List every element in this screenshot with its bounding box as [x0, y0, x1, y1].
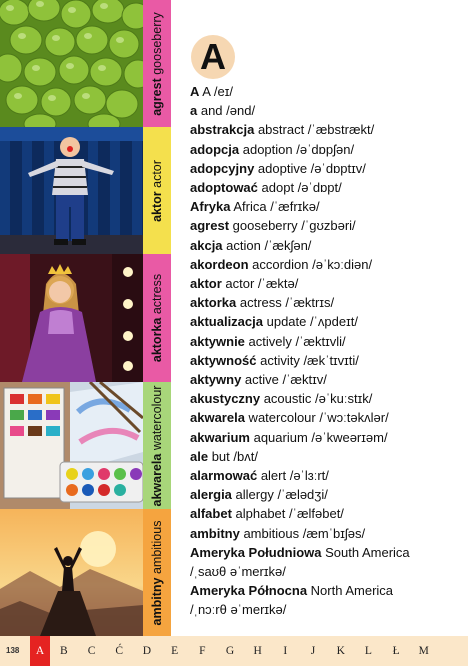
index-letter[interactable]: B — [60, 645, 68, 657]
entry-headword: akordeon — [190, 256, 249, 272]
alphabet-index-footer — [0, 636, 468, 666]
actor-photo — [0, 127, 143, 254]
entry-translation: activity /ækˈtɪvɪti/ — [256, 352, 359, 368]
entry-translation: abstract /ˈæbstrækt/ — [254, 122, 375, 138]
entry-headword: Ameryka Północna — [190, 583, 308, 599]
dictionary-entry — [190, 140, 462, 159]
entry-translation: aquarium /əˈkweərɪəm/ — [249, 429, 388, 445]
side-label-ambitious — [143, 509, 171, 636]
entry-translation: ambitious /æmˈbɪʃəs/ — [239, 525, 366, 541]
index-letter[interactable]: F — [199, 645, 206, 657]
entry-translation: active /ˈæktɪv/ — [241, 372, 327, 388]
section-letter-badge — [191, 35, 235, 79]
entry-headword: aktywnie — [190, 333, 245, 349]
entry-headword: aktor — [190, 276, 222, 292]
entry-headword: adopcyjny — [190, 160, 255, 176]
entry-translation: acoustic /əˈkuːstɪk/ — [260, 391, 373, 407]
dictionary-entry-continuation — [190, 600, 462, 619]
entry-translation: South America — [321, 544, 410, 560]
dictionary-entry — [190, 120, 462, 139]
dictionary-entry — [190, 524, 462, 543]
side-label-polish: aktor — [150, 190, 164, 222]
entry-headword: alergia — [190, 487, 232, 503]
dictionary-entry — [190, 197, 462, 216]
side-label-polish: ambitny — [150, 577, 164, 625]
entry-translation: action /ˈækʃən/ — [222, 237, 312, 253]
entry-headword: adoptować — [190, 180, 258, 196]
side-label-actress — [143, 254, 171, 382]
index-letter[interactable]: M — [418, 645, 429, 657]
dictionary-entry — [190, 312, 462, 331]
index-letter[interactable]: L — [364, 645, 372, 657]
section-letter: A — [200, 36, 226, 77]
index-letter[interactable]: K — [336, 645, 345, 657]
dictionary-entry — [190, 370, 462, 389]
index-letter[interactable]: C — [87, 645, 96, 657]
side-label-polish: agrest — [150, 77, 164, 116]
entry-translation: Africa /ˈæfrɪkə/ — [230, 199, 320, 215]
dictionary-entry — [190, 255, 462, 274]
side-label-english: ambitious — [150, 520, 164, 574]
entry-translation: alert /əˈlɜːrt/ — [257, 468, 329, 484]
side-label-english: watercolour — [150, 385, 164, 450]
dictionary-entry — [190, 101, 462, 120]
entry-translation: accordion /əˈkɔːdiən/ — [248, 256, 373, 272]
entry-headword: aktorka — [190, 295, 237, 311]
entry-translation: adopt /əˈdɒpt/ — [257, 180, 342, 196]
photo-column — [0, 0, 143, 636]
dictionary-entry — [190, 332, 462, 351]
entry-headword: akwarela — [190, 410, 245, 426]
index-letter[interactable]: G — [225, 645, 235, 657]
entry-translation: actress /ˈæktrɪs/ — [236, 295, 335, 311]
dictionary-entry — [190, 428, 462, 447]
entry-translation: and /ənd/ — [197, 103, 256, 119]
dictionary-entry — [190, 178, 462, 197]
index-letter[interactable]: Ł — [392, 645, 400, 657]
entry-headword: agrest — [190, 218, 230, 234]
entry-translation: A /eɪ/ — [199, 84, 233, 99]
entry-translation: allergy /ˈælədʒi/ — [231, 487, 328, 503]
side-label-polish: akwarela — [150, 453, 164, 506]
side-label-watercolour — [143, 382, 171, 509]
dictionary-entries — [190, 82, 462, 620]
entry-translation: adoption /əˈdɒpʃən/ — [239, 141, 355, 157]
index-letter[interactable]: H — [253, 645, 262, 657]
actress-photo — [0, 254, 143, 382]
entry-translation: watercolour /ˈwɔːtəkʌlər/ — [244, 410, 389, 426]
gooseberry-photo — [0, 0, 143, 127]
entry-translation: gooseberry /ˈɡʊzbəri/ — [229, 218, 356, 234]
dictionary-entry — [190, 581, 462, 600]
entry-headword: akustyczny — [190, 391, 261, 407]
dictionary-entry — [190, 447, 462, 466]
entry-headword: alarmować — [190, 468, 258, 484]
entry-headword: aktualizacja — [190, 314, 263, 330]
dictionary-entry — [190, 504, 462, 523]
entry-translation: adoptive /əˈdɒptɪv/ — [254, 160, 366, 176]
dictionary-entry — [190, 485, 462, 504]
entry-headword: a — [190, 103, 198, 119]
page-number: 138 — [6, 646, 20, 655]
entry-translation: alphabet /ˈælfəbet/ — [231, 506, 344, 522]
side-label-english: gooseberry — [150, 11, 164, 75]
index-letter-active[interactable]: A — [30, 636, 50, 666]
dictionary-entry-continuation — [190, 562, 462, 581]
watercolour-photo — [0, 382, 143, 509]
entry-translation: actor /ˈæktə/ — [221, 276, 299, 292]
dictionary-entry — [190, 159, 462, 178]
side-label-polish: aktorka — [150, 317, 164, 363]
index-letter[interactable]: E — [171, 645, 179, 657]
entry-headword: aktywny — [190, 372, 242, 388]
side-label-english: actress — [150, 273, 164, 315]
index-letter[interactable]: J — [310, 645, 316, 657]
side-label-gooseberry — [143, 0, 171, 127]
entry-pronunciation: /ˌnɔːrθ əˈmerɪkə/ — [190, 602, 287, 618]
entry-headword: Ameryka Południowa — [190, 544, 322, 560]
dictionary-entry — [190, 351, 462, 370]
entry-headword: ambitny — [190, 525, 240, 541]
entry-headword: A — [190, 84, 200, 99]
entry-headword: ale — [190, 448, 209, 464]
index-letter[interactable]: I — [283, 645, 288, 657]
side-label-english: actor — [150, 159, 164, 188]
dictionary-entry — [190, 389, 462, 408]
entry-translation: actively /ˈæktɪvli/ — [244, 333, 346, 349]
side-label-bands — [143, 0, 171, 636]
entry-translation: North America — [307, 583, 394, 599]
dictionary-entry — [190, 82, 462, 101]
dictionary-entry — [190, 236, 462, 255]
entry-headword: abstrakcja — [190, 122, 255, 138]
index-letter[interactable]: D — [142, 645, 152, 657]
entry-headword: akcja — [190, 237, 223, 253]
alphabet-index — [30, 636, 438, 666]
entry-headword: akwarium — [190, 429, 250, 445]
entry-headword: Afryka — [190, 199, 231, 215]
dictionary-entry — [190, 293, 462, 312]
entry-translation: update /ˈʌpdeɪt/ — [263, 314, 358, 330]
dictionary-entry — [190, 543, 462, 562]
dictionary-entry — [190, 408, 462, 427]
entry-headword: aktywność — [190, 352, 257, 368]
dictionary-entry — [190, 274, 462, 293]
entry-pronunciation: /ˌsaʊθ əˈmerɪkə/ — [190, 564, 286, 580]
entry-headword: alfabet — [190, 506, 232, 522]
entry-translation: but /bʌt/ — [208, 448, 258, 464]
dictionary-entry — [190, 216, 462, 235]
side-label-actor — [143, 127, 171, 254]
index-letter[interactable]: Ć — [115, 645, 124, 657]
ambitious-photo — [0, 509, 143, 636]
entry-headword: adopcja — [190, 141, 240, 157]
dictionary-entry — [190, 466, 462, 485]
